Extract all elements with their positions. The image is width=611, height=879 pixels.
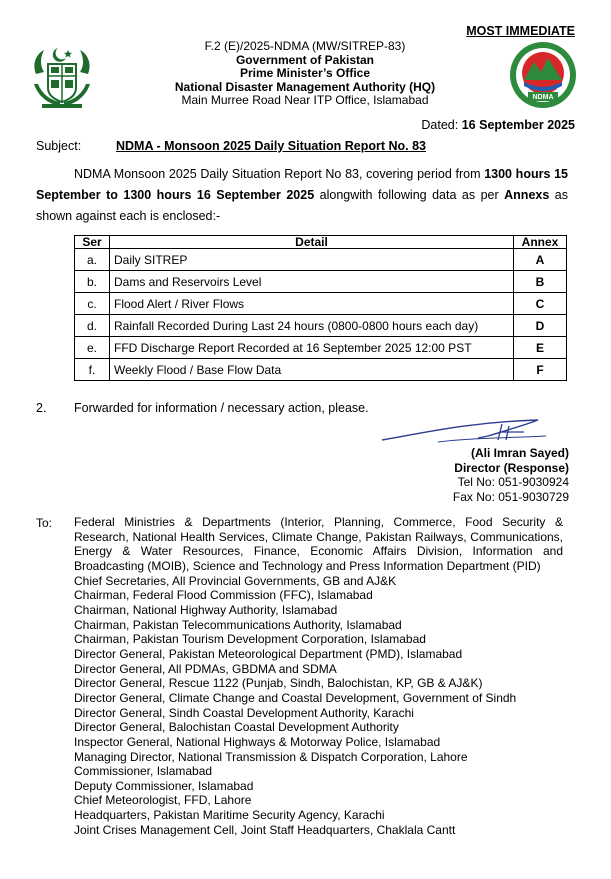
intro-text-1: NDMA Monsoon 2025 Daily Situation Report No 83, covering period from xyxy=(74,167,485,181)
ndma-logo xyxy=(508,40,578,110)
row-annex: A xyxy=(514,249,567,271)
row-detail: Flood Alert / River Flows xyxy=(110,293,514,315)
forward-paragraph xyxy=(36,401,369,415)
list-item: Inspector General, National Highways & Motorway Police, Islamabad xyxy=(74,734,441,749)
list-item: Chairman, Federal Flood Commission (FFC), Islamabad xyxy=(74,588,373,603)
row-detail: Rainfall Recorded During Last 24 hours (0800-0800 hours each day) xyxy=(110,315,514,337)
table-row xyxy=(75,359,567,381)
dated-value: 16 September 2025 xyxy=(461,118,575,132)
row-ser: e. xyxy=(75,337,110,359)
subject-line xyxy=(36,139,426,153)
list-item: Director General, Rescue 1122 (Punjab, Sindh, Balochistan, KP, GB & AJ&K) xyxy=(74,676,483,691)
list-item: Director General, Balochistan Coastal Development Authority xyxy=(74,720,399,735)
row-detail: FFD Discharge Report Recorded at 16 September 2025 12:00 PST xyxy=(110,337,514,359)
address: Main Murree Road Near ITP Office, Islamabad xyxy=(181,93,429,108)
authority-name: National Disaster Management Authority (HQ) xyxy=(174,79,436,94)
recipient-list xyxy=(74,515,563,837)
header-detail: Detail xyxy=(110,236,514,249)
row-annex: F xyxy=(514,359,567,381)
list-item: Chairman, Pakistan Telecommunications Authority, Islamabad xyxy=(74,617,402,632)
row-ser: f. xyxy=(75,359,110,381)
signature-block xyxy=(453,446,569,504)
signer-tel: Tel No: 051-9030924 xyxy=(457,475,569,489)
list-item: Chief Meteorologist, FFD, Lahore xyxy=(74,793,252,808)
row-ser: d. xyxy=(75,315,110,337)
office-name: Prime Minister’s Office xyxy=(239,66,371,81)
list-item: Joint Crises Management Cell, Joint Staff Headquarters, Chaklala Cantt xyxy=(74,822,456,837)
list-item: Chairman, National Highway Authority, Islamabad xyxy=(74,602,338,617)
table-header-row xyxy=(75,236,567,249)
list-item: Director General, Sindh Coastal Development Authority, Karachi xyxy=(74,705,414,720)
list-item: Director General, Pakistan Meteorological Department (PMD), Islamabad xyxy=(74,646,463,661)
handwritten-signature xyxy=(378,416,548,448)
intro-paragraph xyxy=(36,164,568,227)
forward-number: 2. xyxy=(36,401,47,415)
list-item: Director General, All PDMAs, GBDMA and SDMA xyxy=(74,661,337,676)
list-item: Chairman, Pakistan Tourism Development Corporation, Islamabad xyxy=(74,632,426,647)
letterhead xyxy=(130,40,480,108)
row-annex: D xyxy=(514,315,567,337)
signer-name: (Ali Imran Sayed) xyxy=(470,446,569,460)
row-annex: E xyxy=(514,337,567,359)
date-line xyxy=(421,118,575,132)
list-item: Deputy Commissioner, Islamabad xyxy=(74,778,254,793)
row-ser: b. xyxy=(75,271,110,293)
table-row xyxy=(75,315,567,337)
list-item: Commissioner, Islamabad xyxy=(74,764,213,779)
row-detail: Daily SITREP xyxy=(110,249,514,271)
table-row xyxy=(75,249,567,271)
signer-fax: Fax No: 051-9030729 xyxy=(452,489,569,504)
subject-label: Subject: xyxy=(36,139,82,153)
file-number: F.2 (E)/2025-NDMA (MW/SITREP-83) xyxy=(204,39,406,53)
ndma-logo-text: NDMA xyxy=(532,94,554,101)
intro-text-3: as shown against each is enclosed:- xyxy=(36,188,568,223)
to-label: To: xyxy=(36,516,53,530)
row-detail: Weekly Flood / Base Flow Data xyxy=(110,359,514,381)
priority-label: MOST IMMEDIATE xyxy=(466,24,575,38)
list-item: Headquarters, Pakistan Maritime Security Agency, Karachi xyxy=(74,808,385,823)
list-item: Chief Secretaries, All Provincial Governments, GB and AJ&K xyxy=(74,573,397,588)
row-ser: c. xyxy=(75,293,110,315)
list-item: Managing Director, National Transmission & Dispatch Corporation, Lahore xyxy=(74,749,468,764)
row-detail: Dams and Reservoirs Level xyxy=(110,271,514,293)
government-name: Government of Pakistan xyxy=(235,52,375,67)
government-emblem-logo xyxy=(30,44,94,110)
table-row xyxy=(75,271,567,293)
header-annex: Annex xyxy=(514,236,567,249)
table-row xyxy=(75,293,567,315)
annex-table xyxy=(74,235,567,381)
list-item: Federal Ministries & Departments (Interior, Planning, Commerce, Food Security & Research, National Health Services, Climate Change, Pakistan Railways, Communications, Energy & Water Resources, Finance, Economic Affairs Division, Information and Broadcasting (MOIB), Science and Technology and Press Information Department (PID) xyxy=(74,515,563,573)
dated-label: Dated: xyxy=(421,118,459,132)
row-annex: C xyxy=(514,293,567,315)
signer-designation: Director (Response) xyxy=(454,460,569,475)
subject-value: NDMA - Monsoon 2025 Daily Situation Report No. 83 xyxy=(116,139,426,153)
list-item: Director General, Climate Change and Coastal Development, Government of Sindh xyxy=(74,690,517,705)
row-annex: B xyxy=(514,271,567,293)
table-row xyxy=(75,337,567,359)
forward-text: Forwarded for information / necessary action, please. xyxy=(74,401,369,415)
row-ser: a. xyxy=(75,249,110,271)
header-ser: Ser xyxy=(75,236,110,249)
intro-period: 1300 hours 15 September to 1300 hours 16 September 2025 xyxy=(36,167,568,202)
intro-annexs: Annexs xyxy=(504,188,550,202)
intro-text-2: alongwith following data as per xyxy=(314,188,505,202)
